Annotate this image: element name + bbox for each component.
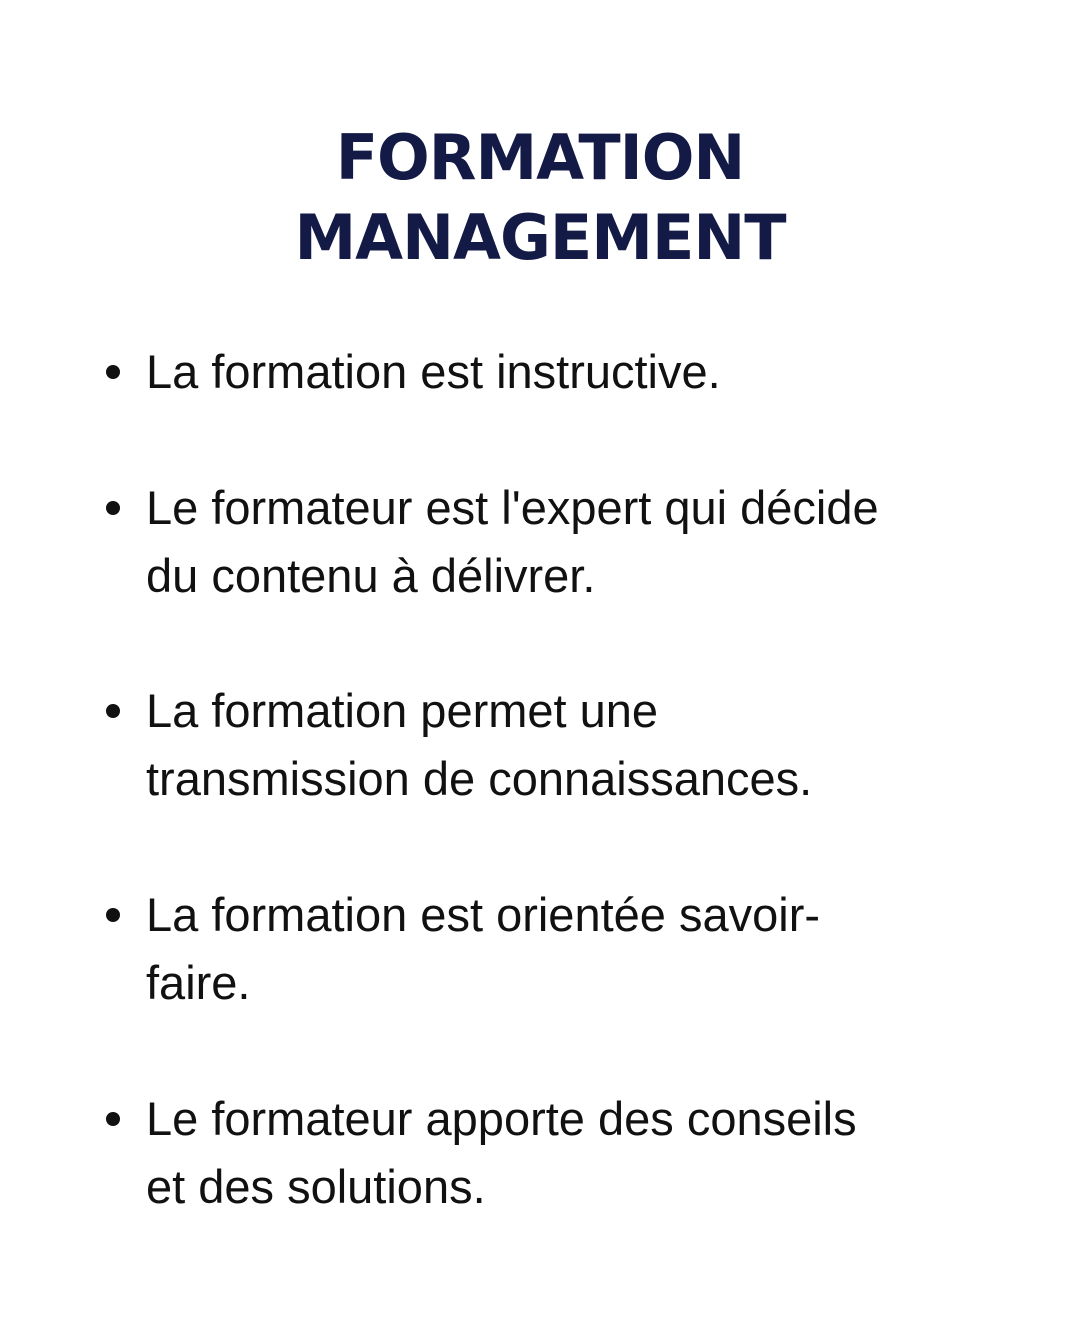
list-item-text: [146, 881, 1046, 1017]
list-item-line: faire.: [146, 956, 251, 1009]
bullet-dot-icon: [106, 501, 120, 515]
page-title: [0, 118, 1080, 278]
title-line-2: MANAGEMENT: [294, 201, 786, 274]
bullet-dot-icon: [106, 365, 120, 379]
list-item-text: [146, 338, 1046, 406]
list-item-line: Le formateur est l'expert qui décide: [146, 481, 879, 534]
bullet-dot-icon: [106, 1112, 120, 1126]
list-item-text: [146, 677, 1046, 813]
list-item-line: transmission de connaissances.: [146, 752, 813, 805]
bullet-dot-icon: [106, 908, 120, 922]
list-item-line: La formation est instructive.: [146, 345, 721, 398]
list-item-text: [146, 474, 1046, 610]
list-item-line: La formation est orientée savoir-: [146, 888, 820, 941]
list-item-text: [146, 1085, 1046, 1221]
title-line-1: FORMATION: [335, 121, 745, 194]
list-item-line: Le formateur apporte des conseils: [146, 1092, 857, 1145]
bullet-dot-icon: [106, 704, 120, 718]
list-item-line: et des solutions.: [146, 1160, 486, 1213]
list-item-line: La formation permet une: [146, 684, 659, 737]
list-item-line: du contenu à délivrer.: [146, 549, 596, 602]
